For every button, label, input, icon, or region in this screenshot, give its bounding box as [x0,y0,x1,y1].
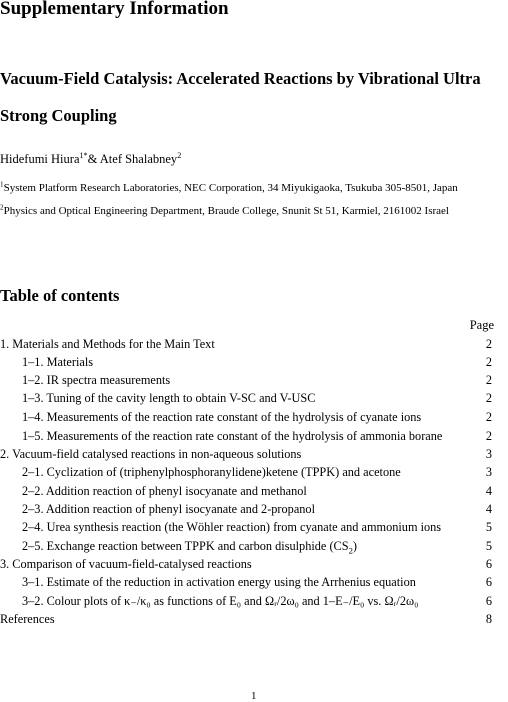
author-2-sup: 2 [177,150,182,160]
toc-entry-text: 1–5. Measurements of the reaction rate constant of the hydrolysis of ammonia borane [22,429,443,443]
author-separator: & Atef Shalabney [87,152,178,166]
toc-entry-text: 3. Comparison of vacuum-field-catalysed reactions [0,557,252,571]
affiliation-1 [0,182,458,194]
toc-entry[interactable] [0,482,492,500]
author-1: Hidefumi Hiura [0,152,80,166]
page-number: 1 [251,690,257,702]
toc-heading: Table of contents [0,286,120,305]
toc-entry-text: 2–1. Cyclization of (triphenylphosphoranylidene)ketene (TPPK) and acetone [22,465,401,479]
paper-title-line-2: Strong Coupling [0,106,117,125]
toc-entry-page: 4 [485,502,492,516]
affiliation-1-sup: 1 [0,180,4,189]
authors [0,152,181,167]
affiliation-2 [0,205,449,217]
toc-entry[interactable] [0,500,492,518]
toc-page-label: Page [469,318,494,332]
toc-entry-page: 6 [485,557,492,571]
toc-entry-text: 1–2. IR spectra measurements [22,373,171,387]
affiliation-1-text: System Platform Research Laboratories, NEC Corporation, 34 Miyukigaoka, Tsukuba 305-8501, Japan [3,182,458,194]
toc-entry-page: 3 [485,447,492,461]
toc-entry-page: 6 [485,575,492,589]
toc-entry-text: 2–5. Exchange reaction between TPPK and carbon disulphide $(CS_2)$ [22,539,358,556]
paper-title-line-1: Vacuum-Field Catalysis: Accelerated Reactions by Vibrational Ultra [0,69,481,88]
affiliation-2-text: Physics and Optical Engineering Department, Braude College, Snunit St 51, Karmiel, 2161002 Israel [3,205,449,217]
toc-entry[interactable] [0,610,492,628]
toc-entry[interactable] [0,371,492,389]
toc-entry-page: 2 [485,410,492,424]
toc-entry-text: 2–4. Urea synthesis reaction (the Wöhler reaction) from cyanate and ammonium ions [22,520,442,534]
toc-entry[interactable] [0,353,492,371]
toc-entry[interactable] [0,389,492,407]
toc-entry[interactable] [0,445,492,463]
toc-entry[interactable] [0,592,492,610]
toc-entry-text: 3–2. Colour plots of κ₋/κ₀ as functions of E₀ and Ωᵣ/2ω₀ and 1–E₋/E₀ vs. Ωᵣ/2ω₀ [22,594,419,608]
toc-entry-page: 3 [485,465,492,479]
toc-entry[interactable] [0,573,492,591]
toc-entry[interactable] [0,463,492,481]
author-1-sup: 1* [79,150,88,160]
toc-entry-page: 4 [485,484,492,498]
toc-entry[interactable] [0,518,492,536]
supplementary-heading: Supplementary Information [0,0,229,19]
toc-entry-page: 5 [485,539,492,553]
toc-entry[interactable] [0,335,492,353]
toc-entry-page: 2 [485,373,492,387]
toc-entry-text: 2. Vacuum-field catalysed reactions in non-aqueous solutions [0,447,302,461]
toc-entry-page: 2 [485,355,492,369]
toc-entry-text: 3–1. Estimate of the reduction in activation energy using the Arrhenius equation [22,575,416,589]
toc-entry-page: 8 [485,612,492,626]
toc-entry[interactable] [0,408,492,426]
toc-entry-page: 2 [485,391,492,405]
toc-entry-page: 5 [485,520,492,534]
toc-entry-text: 1–1. Materials [22,355,94,369]
toc-entry-text: 1. Materials and Methods for the Main Text [0,337,215,351]
toc-entry[interactable] [0,555,492,573]
toc-entry-text: 2–3. Addition reaction of phenyl isocyanate and 2-propanol [22,502,315,516]
toc-entry-page: 2 [485,429,492,443]
toc-entry-page: 2 [485,337,492,351]
toc-entry-text: 1–4. Measurements of the reaction rate constant of the hydrolysis of cyanate ions [22,410,422,424]
affiliation-2-sup: 2 [0,203,4,212]
toc-entry-text: References [0,612,55,626]
toc-entry[interactable] [0,537,492,555]
toc-entry-text: 2–2. Addition reaction of phenyl isocyanate and methanol [22,484,307,498]
toc-entry-page: 6 [485,594,492,608]
toc-entry-text: 1–3. Tuning of the cavity length to obtain V-SC and V-USC [22,391,316,405]
toc-entry[interactable] [0,427,492,445]
